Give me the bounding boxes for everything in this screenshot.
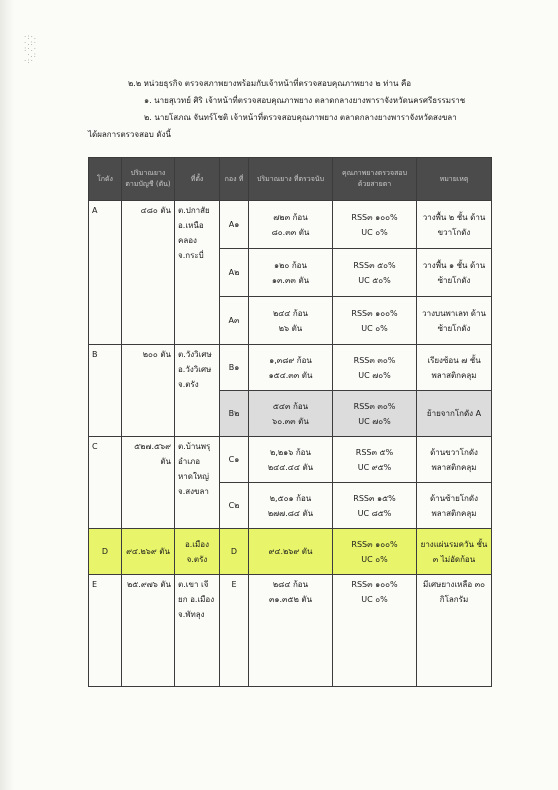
lot-cell xyxy=(220,529,249,575)
scan-page-edge xyxy=(0,0,14,790)
remark: ด้านขวาโกดัง พลาสติกคลุม xyxy=(430,447,478,472)
lot-cell xyxy=(220,483,249,529)
quality-uc: UC ๐% xyxy=(361,554,388,564)
book-qty-cell xyxy=(122,437,175,529)
intro-line-4: ได้ผลการตรวจสอบ ดังนี้ xyxy=(88,130,171,139)
header-remark: หมายเหตุ xyxy=(417,158,492,201)
book-qty-cell xyxy=(122,345,175,437)
remark-cell xyxy=(417,575,492,687)
counted-blocks: ๑๒๐ ก้อน xyxy=(274,260,307,270)
warehouse-cell xyxy=(89,345,122,437)
location-cell xyxy=(175,437,220,529)
quality-uc: UC ๐% xyxy=(361,323,388,333)
warehouse-cell xyxy=(89,575,122,687)
header-book-qty: ปริมาณยาง ตามบัญชี (ตัน) xyxy=(122,158,175,201)
counted-blocks: ๑,๓๘๙ ก้อน xyxy=(269,355,312,365)
book-qty: ๒๕.๙๗๖ ตัน xyxy=(126,580,171,589)
table-row-highlighted xyxy=(89,529,492,575)
remark: มีเศษยางเหลือ ๓๐ กิโลกรัม xyxy=(422,580,486,604)
quality-rss: RSS๓ ๓๐% xyxy=(353,355,396,365)
remark: ยางแผ่นรมควัน ชั้น ๓ ไม่อัดก้อน xyxy=(420,539,488,564)
quality-cell xyxy=(333,575,417,687)
counted-tons: ๓๑.๓๕๒ ตัน xyxy=(268,595,313,604)
quality-uc: UC ๕๐% xyxy=(358,275,391,285)
counted-tons: ๒๔๔.๔๔ ตัน xyxy=(267,462,314,472)
counted-blocks: ๒๘๔ ก้อน xyxy=(272,580,309,589)
counted-cell xyxy=(249,345,333,391)
location-cell xyxy=(175,529,220,575)
lot-cell xyxy=(220,391,249,437)
counted-cell xyxy=(249,575,333,687)
counted-tons: ๘๐.๓๓ ตัน xyxy=(271,227,310,237)
warehouse-id: B xyxy=(92,350,98,359)
table-row xyxy=(89,345,492,391)
counted-tons: ๑๕๔.๓๓ ตัน xyxy=(268,370,313,380)
location-cell xyxy=(175,345,220,437)
quality-cell xyxy=(333,483,417,529)
table-row xyxy=(89,437,492,483)
quality-rss: RSS๓ ๕๐% xyxy=(353,260,396,270)
quality-uc: UC ๐% xyxy=(361,227,388,237)
intro-line-2: ๑. นายสุเวทย์ ศิริ เจ้าหน้าที่ตรวจสอบคุณภาพยาง ตลาดกลางยางพาราจังหวัดนครศรีธรรมราช xyxy=(144,96,466,105)
book-qty-cell xyxy=(122,529,175,575)
quality-cell xyxy=(333,529,417,575)
counted-cell xyxy=(249,297,333,345)
counted-blocks: ๗๒๓ ก้อน xyxy=(273,212,308,222)
header-counted-qty: ปริมาณยาง ที่ตรวจนับ xyxy=(249,158,333,201)
location: ต.เขา เจียก อ.เมือง จ.พัทลุง xyxy=(178,580,215,619)
remark-cell xyxy=(417,437,492,483)
quality-rss: RSS๓ ๑๐๐% xyxy=(351,212,398,222)
location-cell xyxy=(175,201,220,345)
table-row xyxy=(89,201,492,249)
warehouse-id: D xyxy=(101,547,109,556)
inspection-table xyxy=(88,157,492,687)
counted-cell xyxy=(249,437,333,483)
lot-id: A๑ xyxy=(228,220,240,229)
book-qty-cell xyxy=(122,201,175,345)
intro-line-3: ๒. นายโสภณ จันทร์โชติ เจ้าหน้าที่ตรวจสอบคุณภาพยาง ตลาดกลางยางพาราจังหวัดสงขลา xyxy=(144,113,457,122)
quality-uc: UC ๙๕% xyxy=(357,462,392,472)
warehouse-id: C xyxy=(92,442,98,451)
header-lot: กอง ที่ xyxy=(220,158,249,201)
counted-cell xyxy=(249,529,333,575)
quality-cell xyxy=(333,249,417,297)
header-quality: คุณภาพยางตรวจสอบ ด้วยสายตา xyxy=(333,158,417,201)
warehouse-cell xyxy=(89,201,122,345)
counted-blocks: ๒,๒๑๖ ก้อน xyxy=(270,447,311,457)
remark-cell xyxy=(417,249,492,297)
table-header-row xyxy=(89,158,492,201)
quality-cell xyxy=(333,201,417,249)
remark-cell xyxy=(417,201,492,249)
quality-cell xyxy=(333,437,417,483)
lot-id: C๒ xyxy=(228,501,240,510)
book-qty: ๕๒๗.๕๖๙ ตัน xyxy=(134,442,171,466)
location-cell xyxy=(175,575,220,687)
remark-cell xyxy=(417,391,492,437)
quality-rss: RSS๓ ๑๐๐% xyxy=(351,580,398,589)
quality-cell xyxy=(333,297,417,345)
remark: วางบนพาเลท ด้านซ้ายโกดัง xyxy=(422,308,486,333)
counted-cell xyxy=(249,391,333,437)
lot-cell xyxy=(220,249,249,297)
counted-tons: ๖๐.๓๓ ตัน xyxy=(272,416,309,426)
remark-cell xyxy=(417,345,492,391)
scan-specks: ·:·. ·.:· :·.· ·.: ·:· xyxy=(24,33,38,65)
intro-text xyxy=(88,75,528,143)
counted-cell xyxy=(249,201,333,249)
warehouse-cell xyxy=(89,529,122,575)
remark: ด้านซ้ายโกดัง พลาสติกคลุม xyxy=(429,493,478,518)
counted-blocks: ๒,๕๐๑ ก้อน xyxy=(269,493,312,503)
lot-id: E xyxy=(231,580,237,589)
quality-rss: RSS๓ ๕% xyxy=(355,447,394,457)
quality-cell xyxy=(333,391,417,437)
book-qty: ๔๘๐ ตัน xyxy=(140,206,171,215)
counted-tons: ๒๖ ตัน xyxy=(278,323,303,333)
header-warehouse: โกดัง xyxy=(89,158,122,201)
remark-cell xyxy=(417,483,492,529)
warehouse-cell xyxy=(89,437,122,529)
warehouse-id: E xyxy=(92,580,98,589)
book-qty-cell xyxy=(122,575,175,687)
remark-cell xyxy=(417,529,492,575)
table-row xyxy=(89,575,492,687)
lot-id: B๒ xyxy=(228,409,240,418)
lot-id: B๑ xyxy=(228,363,240,372)
counted-blocks: ๒๔๔ ก้อน xyxy=(272,308,309,318)
counted-blocks: ๕๔๓ ก้อน xyxy=(272,401,309,411)
location: อ.เมือง จ.ตรัง xyxy=(184,539,210,564)
quality-uc: UC ๗๐% xyxy=(358,370,391,380)
quality-cell xyxy=(333,345,417,391)
quality-rss: RSS๓ ๑๕% xyxy=(353,493,396,503)
warehouse-id: A xyxy=(92,206,98,215)
lot-cell xyxy=(220,575,249,687)
lot-cell xyxy=(220,297,249,345)
counted-tons: ๙๔.๒๖๙ ตัน xyxy=(268,547,313,556)
book-qty: ๒๐๐ ตัน xyxy=(142,350,171,359)
quality-uc: UC ๐% xyxy=(361,595,388,604)
lot-id: D xyxy=(230,547,238,556)
location: ต.ปกาสัย อ.เหนือ คลอง จ.กระบี่ xyxy=(178,206,210,260)
quality-uc: UC ๘๕% xyxy=(357,508,392,518)
remark: เรียงซ้อน ๗ ชั้น พลาสติกคลุม xyxy=(427,355,481,380)
counted-cell xyxy=(249,483,333,529)
lot-id: A๒ xyxy=(228,268,240,277)
remark: วางพื้น ๒ ชั้น ด้านขวาโกดัง xyxy=(422,212,486,237)
counted-tons: ๒๗๗.๘๔ ตัน xyxy=(267,508,314,518)
intro-line-1: ๒.๒ หน่วยธุรกิจ ตรวจสภาพยางพร้อมกับเจ้าหน้าที่ตรวจสอบคุณภาพยาง ๒ ท่าน คือ xyxy=(128,79,412,88)
book-qty: ๙๔.๒๖๙ ตัน xyxy=(126,547,170,556)
lot-cell xyxy=(220,345,249,391)
lot-id: A๓ xyxy=(228,316,240,325)
quality-rss: RSS๓ ๓๐% xyxy=(353,401,396,411)
quality-rss: RSS๓ ๑๐๐% xyxy=(351,539,398,549)
remark: ย้ายจากโกดัง A xyxy=(426,409,482,418)
remark: วางพื้น ๑ ชั้น ด้านซ้ายโกดัง xyxy=(422,260,486,285)
remark-cell xyxy=(417,297,492,345)
counted-tons: ๑๓.๓๓ ตัน xyxy=(271,275,310,285)
quality-uc: UC ๗๐% xyxy=(358,416,391,426)
lot-id: C๑ xyxy=(228,455,240,464)
quality-rss: RSS๓ ๑๐๐% xyxy=(351,308,398,318)
header-location: ที่ตั้ง xyxy=(175,158,220,201)
lot-cell xyxy=(220,201,249,249)
location: ต.วังวิเศษ อ.วังวิเศษ จ.ตรัง xyxy=(178,350,212,389)
location: ต.บ้านพรุ อำเภอ หาดใหญ่ จ.สงขลา xyxy=(178,442,211,496)
lot-cell xyxy=(220,437,249,483)
counted-cell xyxy=(249,249,333,297)
